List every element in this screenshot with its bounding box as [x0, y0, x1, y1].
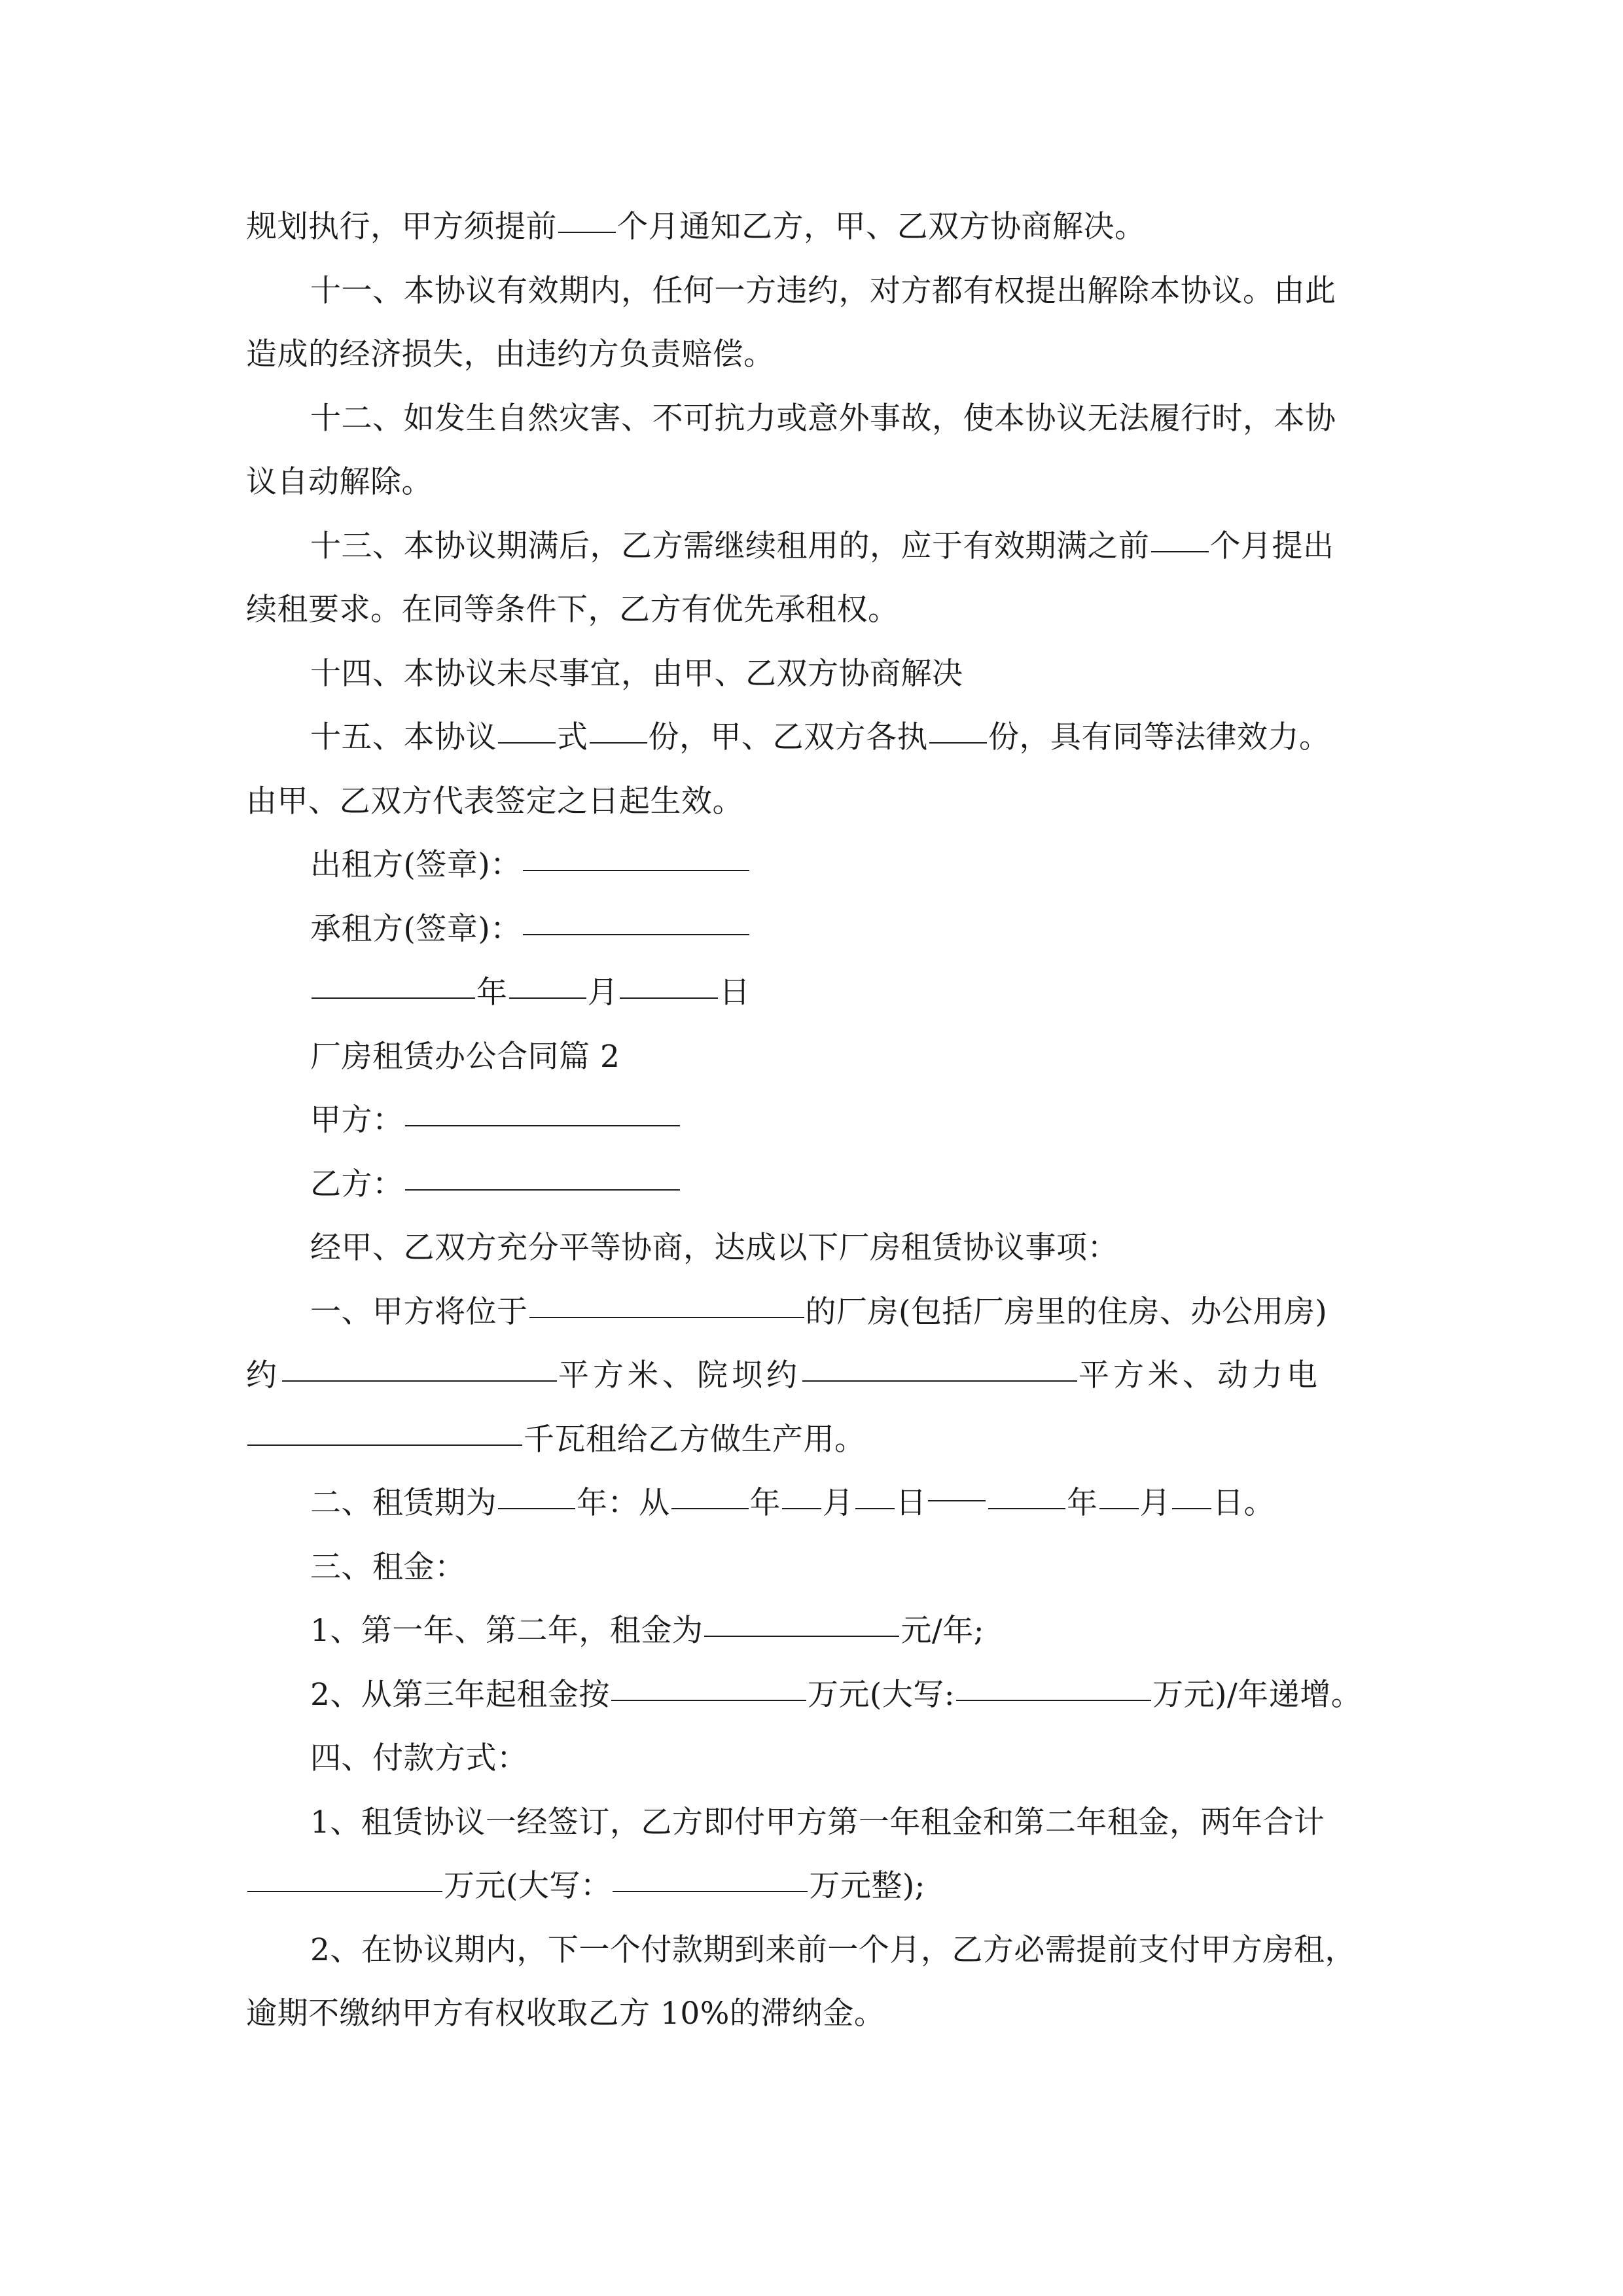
total-blank[interactable]: [247, 1890, 442, 1892]
signing-date-line: 年 月 日: [246, 961, 1411, 1025]
clause-fourteen: 十四、本协议未尽事宜，由甲、乙双方协商解决: [310, 655, 963, 692]
day-blank[interactable]: [620, 997, 718, 999]
paragraph-line: 万元(大写： 万元整);: [246, 1854, 1411, 1918]
total-words-blank[interactable]: [613, 1890, 808, 1892]
start-year-blank[interactable]: [671, 1507, 749, 1509]
start-day-blank[interactable]: [855, 1507, 895, 1509]
area-blank[interactable]: [282, 1380, 557, 1382]
lessee-signature-line: 承租方(签章)：: [246, 897, 1411, 961]
lessee-signature-blank[interactable]: [523, 933, 749, 935]
clause-twelve: 十二、如发生自然灾害、不可抗力或意外事故，使本协议无法履行时，本协: [310, 400, 1336, 437]
party-a-line: 甲方：: [246, 1088, 1411, 1153]
paragraph-line: 千瓦租给乙方做生产用。: [246, 1408, 1411, 1472]
paragraph-line: 续租要求。在同等条件下，乙方有优先承租权。: [246, 592, 899, 628]
preamble: 经甲、乙双方充分平等协商，达成以下厂房租赁协议事项：: [310, 1230, 1118, 1266]
lessor-signature-line: 出租方(签章)：: [246, 833, 1411, 897]
fill-blank[interactable]: [1151, 550, 1209, 552]
end-day-blank[interactable]: [1172, 1507, 1211, 1509]
end-month-blank[interactable]: [1099, 1507, 1139, 1509]
increase-blank[interactable]: [611, 1699, 806, 1701]
party-b-blank[interactable]: [405, 1189, 680, 1191]
paragraph-line: 约 平方米、院坝约 平方米、动力电: [246, 1357, 1321, 1393]
increase-words-blank[interactable]: [956, 1699, 1151, 1701]
term-years-blank[interactable]: [498, 1507, 575, 1509]
clause-two: 二、租赁期为 年：从 年 月 日 年 月 日。: [310, 1485, 1275, 1521]
fill-blank[interactable]: [590, 742, 647, 744]
party-a-blank[interactable]: [405, 1124, 680, 1126]
paragraph-line: 议自动解除。: [246, 464, 433, 500]
yard-area-blank[interactable]: [802, 1380, 1077, 1382]
location-blank[interactable]: [529, 1316, 804, 1318]
end-year-blank[interactable]: [988, 1507, 1065, 1509]
paragraph-line: 逾期不缴纳甲方有权收取乙方 10%的滞纳金。: [246, 1996, 885, 2032]
dash-separator: [928, 1500, 986, 1501]
paragraph-line: 由甲、乙双方代表签定之日起生效。: [246, 783, 743, 819]
contract-text: [246, 195, 1411, 2046]
fill-blank[interactable]: [929, 742, 987, 744]
start-month-blank[interactable]: [782, 1507, 821, 1509]
fill-blank[interactable]: [558, 231, 616, 233]
party-b-line: 乙方：: [246, 1153, 1411, 1217]
fill-blank[interactable]: [498, 742, 556, 744]
year-blank[interactable]: [312, 997, 475, 999]
clause-three: 三、租金：: [310, 1549, 466, 1585]
rent-blank[interactable]: [704, 1635, 899, 1637]
lessor-signature-blank[interactable]: [523, 869, 749, 871]
clause-fifteen: 十五、本协议 式 份，甲、乙双方各执 份，具有同等法律效力。: [310, 719, 1330, 755]
clause-thirteen: 十三、本协议期满后，乙方需继续租用的，应于有效期满之前 个月提出: [310, 528, 1334, 564]
section-title: 厂房租赁办公合同篇 2: [310, 1038, 620, 1075]
paragraph-line: 造成的经济损失，由违约方负责赔偿。: [246, 336, 775, 372]
payment-line-2: 2、在协议期内，下一个付款期到来前一个月，乙方必需提前支付甲方房租，: [310, 1931, 1356, 1968]
clause-eleven: 十一、本协议有效期内，任何一方违约，对方都有权提出解除本协议。由此: [310, 272, 1336, 309]
rent-line-1: 1、第一年、第二年，租金为 元/年;: [310, 1613, 985, 1649]
clause-four: 四、付款方式：: [310, 1740, 528, 1776]
payment-line-1: 1、租赁协议一经签订，乙方即付甲方第一年租金和第二年租金，两年合计: [310, 1804, 1325, 1840]
paragraph-line: 规划执行，甲方须提前 个月通知乙方，甲、乙双方协商解决。: [246, 209, 1146, 245]
month-blank[interactable]: [509, 997, 586, 999]
power-blank[interactable]: [247, 1444, 522, 1446]
rent-line-2: 2、从第三年起租金按 万元(大写: 万元)/年递增。: [310, 1676, 1363, 1713]
clause-one: 一、甲方将位于 的厂房(包括厂房里的住房、办公用房): [310, 1293, 1328, 1330]
